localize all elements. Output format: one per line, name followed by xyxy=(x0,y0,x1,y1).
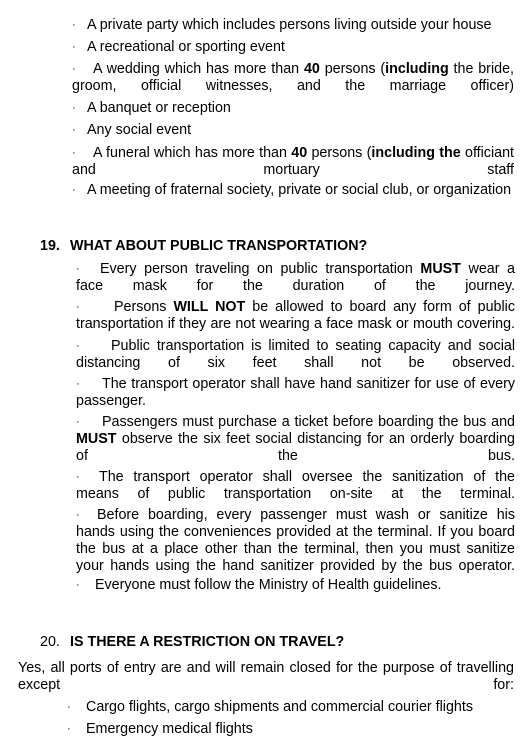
section-heading-19 xyxy=(40,238,367,255)
bullet: · xyxy=(72,63,76,75)
list-item: · Everyone must follow the Ministry of Health guidelines. xyxy=(76,577,442,593)
list-item: · A recreational or sporting event xyxy=(72,39,285,55)
list-item: · Any social event xyxy=(72,122,192,138)
bullet: · xyxy=(72,19,76,31)
bullet: · xyxy=(72,124,76,136)
section-title: WHAT ABOUT PUBLIC TRANSPORTATION? xyxy=(70,238,368,254)
bullet: · xyxy=(67,723,71,735)
section-number: 19. xyxy=(40,238,60,254)
list-item: · A wedding which has more than 40 persons (including the bride, groom, official witnesses, and the marriage officer) xyxy=(72,61,514,94)
list-item: · Every person traveling on public transportation MUST wear a face mask for the duration of the journey. xyxy=(76,261,516,294)
list-item: · Passengers must purchase a ticket before boarding the bus and MUST observe the six feet social distancing for an orderly boarding of the bus. xyxy=(76,414,515,464)
list-item: · Cargo flights, cargo shipments and commercial courier flights xyxy=(67,699,473,715)
bullet: · xyxy=(76,263,80,275)
list-item: · The transport operator shall oversee the sanitization of the means of public transportation on-site at the terminal. xyxy=(76,469,515,502)
list-item: · Before boarding, every passenger must wash or sanitize his hands using the conveniences provided at the terminal. If you board the bus at a place other than the terminal, then you must sanitize your hands using the hand sanitizer provided by the bus operator. xyxy=(76,507,515,574)
bullet: · xyxy=(76,416,80,428)
list-item: · A funeral which has more than 40 persons (including the officiant and mortuary staff xyxy=(72,145,514,178)
section-heading-20 xyxy=(40,634,344,651)
list-item: · The transport operator shall have hand sanitizer for use of every passenger. xyxy=(76,376,515,409)
paragraph: Yes, all ports of entry are and will remain closed for the purpose of travelling except for: xyxy=(18,660,514,693)
bullet: · xyxy=(76,579,80,591)
bullet: · xyxy=(76,340,80,352)
bullet: · xyxy=(72,102,76,114)
list-item: · A banquet or reception xyxy=(72,100,231,116)
bullet: · xyxy=(76,378,80,390)
list-item: · A meeting of fraternal society, private or social club, or organization xyxy=(72,182,512,198)
list-item: · A private party which includes persons living outside your house xyxy=(72,17,492,33)
bullet: · xyxy=(72,184,76,196)
bullet: · xyxy=(76,509,80,521)
bullet: · xyxy=(67,701,71,713)
section-number: 20. xyxy=(40,634,60,650)
list-item: · Persons WILL NOT be allowed to board any form of public transportation if they are not wearing a face mask or mouth covering. xyxy=(76,299,515,332)
list-item: · Public transportation is limited to seating capacity and social distancing of six feet shall not be observed. xyxy=(76,338,515,371)
bullet: · xyxy=(72,147,76,159)
section-title: IS THERE A RESTRICTION ON TRAVEL? xyxy=(70,634,345,650)
list-item: · Emergency medical flights xyxy=(67,721,253,737)
bullet: · xyxy=(72,41,76,53)
bullet: · xyxy=(76,301,80,313)
bullet: · xyxy=(76,471,80,483)
